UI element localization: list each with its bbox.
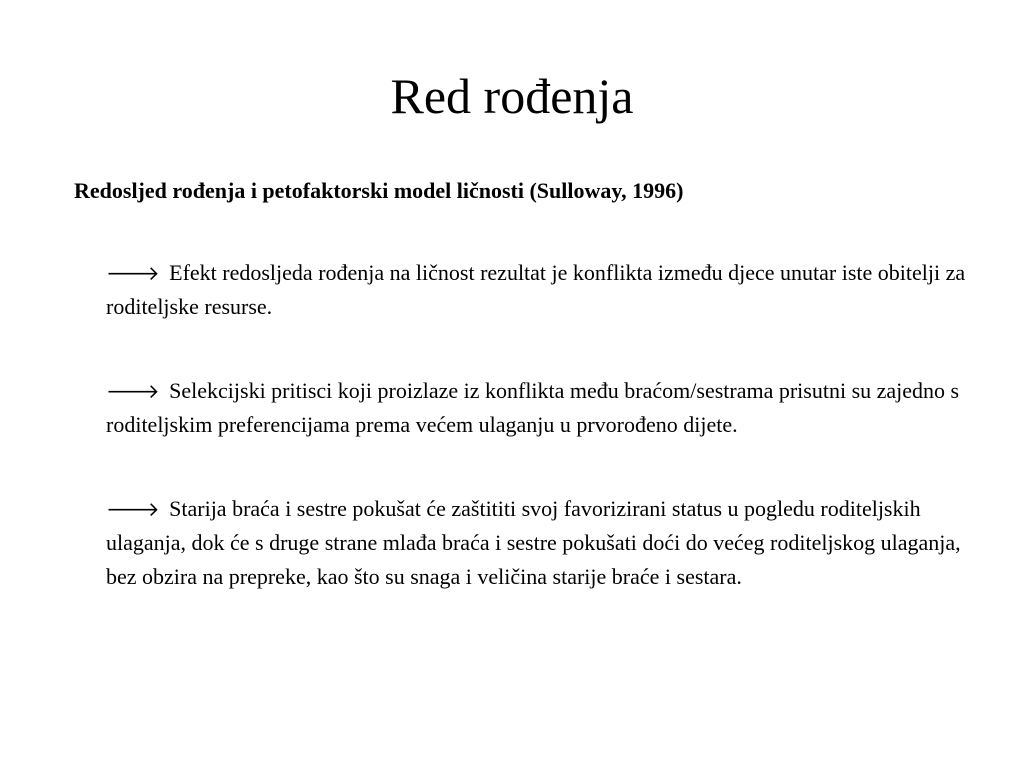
bullet-item	[106, 492, 986, 594]
bullet-text: Efekt redosljeda rođenja na ličnost rezultat je konflikta između djece unutar iste obitelji za roditeljske resurse.	[106, 260, 966, 319]
bullet-list	[106, 256, 986, 644]
bullet-item	[106, 374, 986, 442]
arrow-right-icon: 🡒	[106, 497, 160, 521]
arrow-right-icon: 🡒	[106, 261, 160, 285]
bullet-text: Starija braća i sestre pokušat će zaštititi svoj favorizirani status u pogledu roditeljskih ulaganja, dok će s druge strane mlađa braća i sestre pokušati doći do većeg roditeljskog ulaganja, bez obzira na prepreke, kao što su snaga i veličina starije braće i sestara.	[106, 496, 961, 589]
arrow-right-icon: 🡒	[106, 379, 160, 403]
slide-title: Red rođenja	[390, 68, 634, 124]
bullet-text: Selekcijski pritisci koji proizlaze iz konflikta među braćom/sestrama prisutni su zajedno s roditeljskim preferencijama prema većem ulaganju u prvorođeno dijete.	[106, 378, 960, 437]
slide-subtitle: Redosljed rođenja i petofaktorski model ličnosti (Sulloway, 1996)	[74, 178, 684, 203]
bullet-item	[106, 256, 986, 324]
